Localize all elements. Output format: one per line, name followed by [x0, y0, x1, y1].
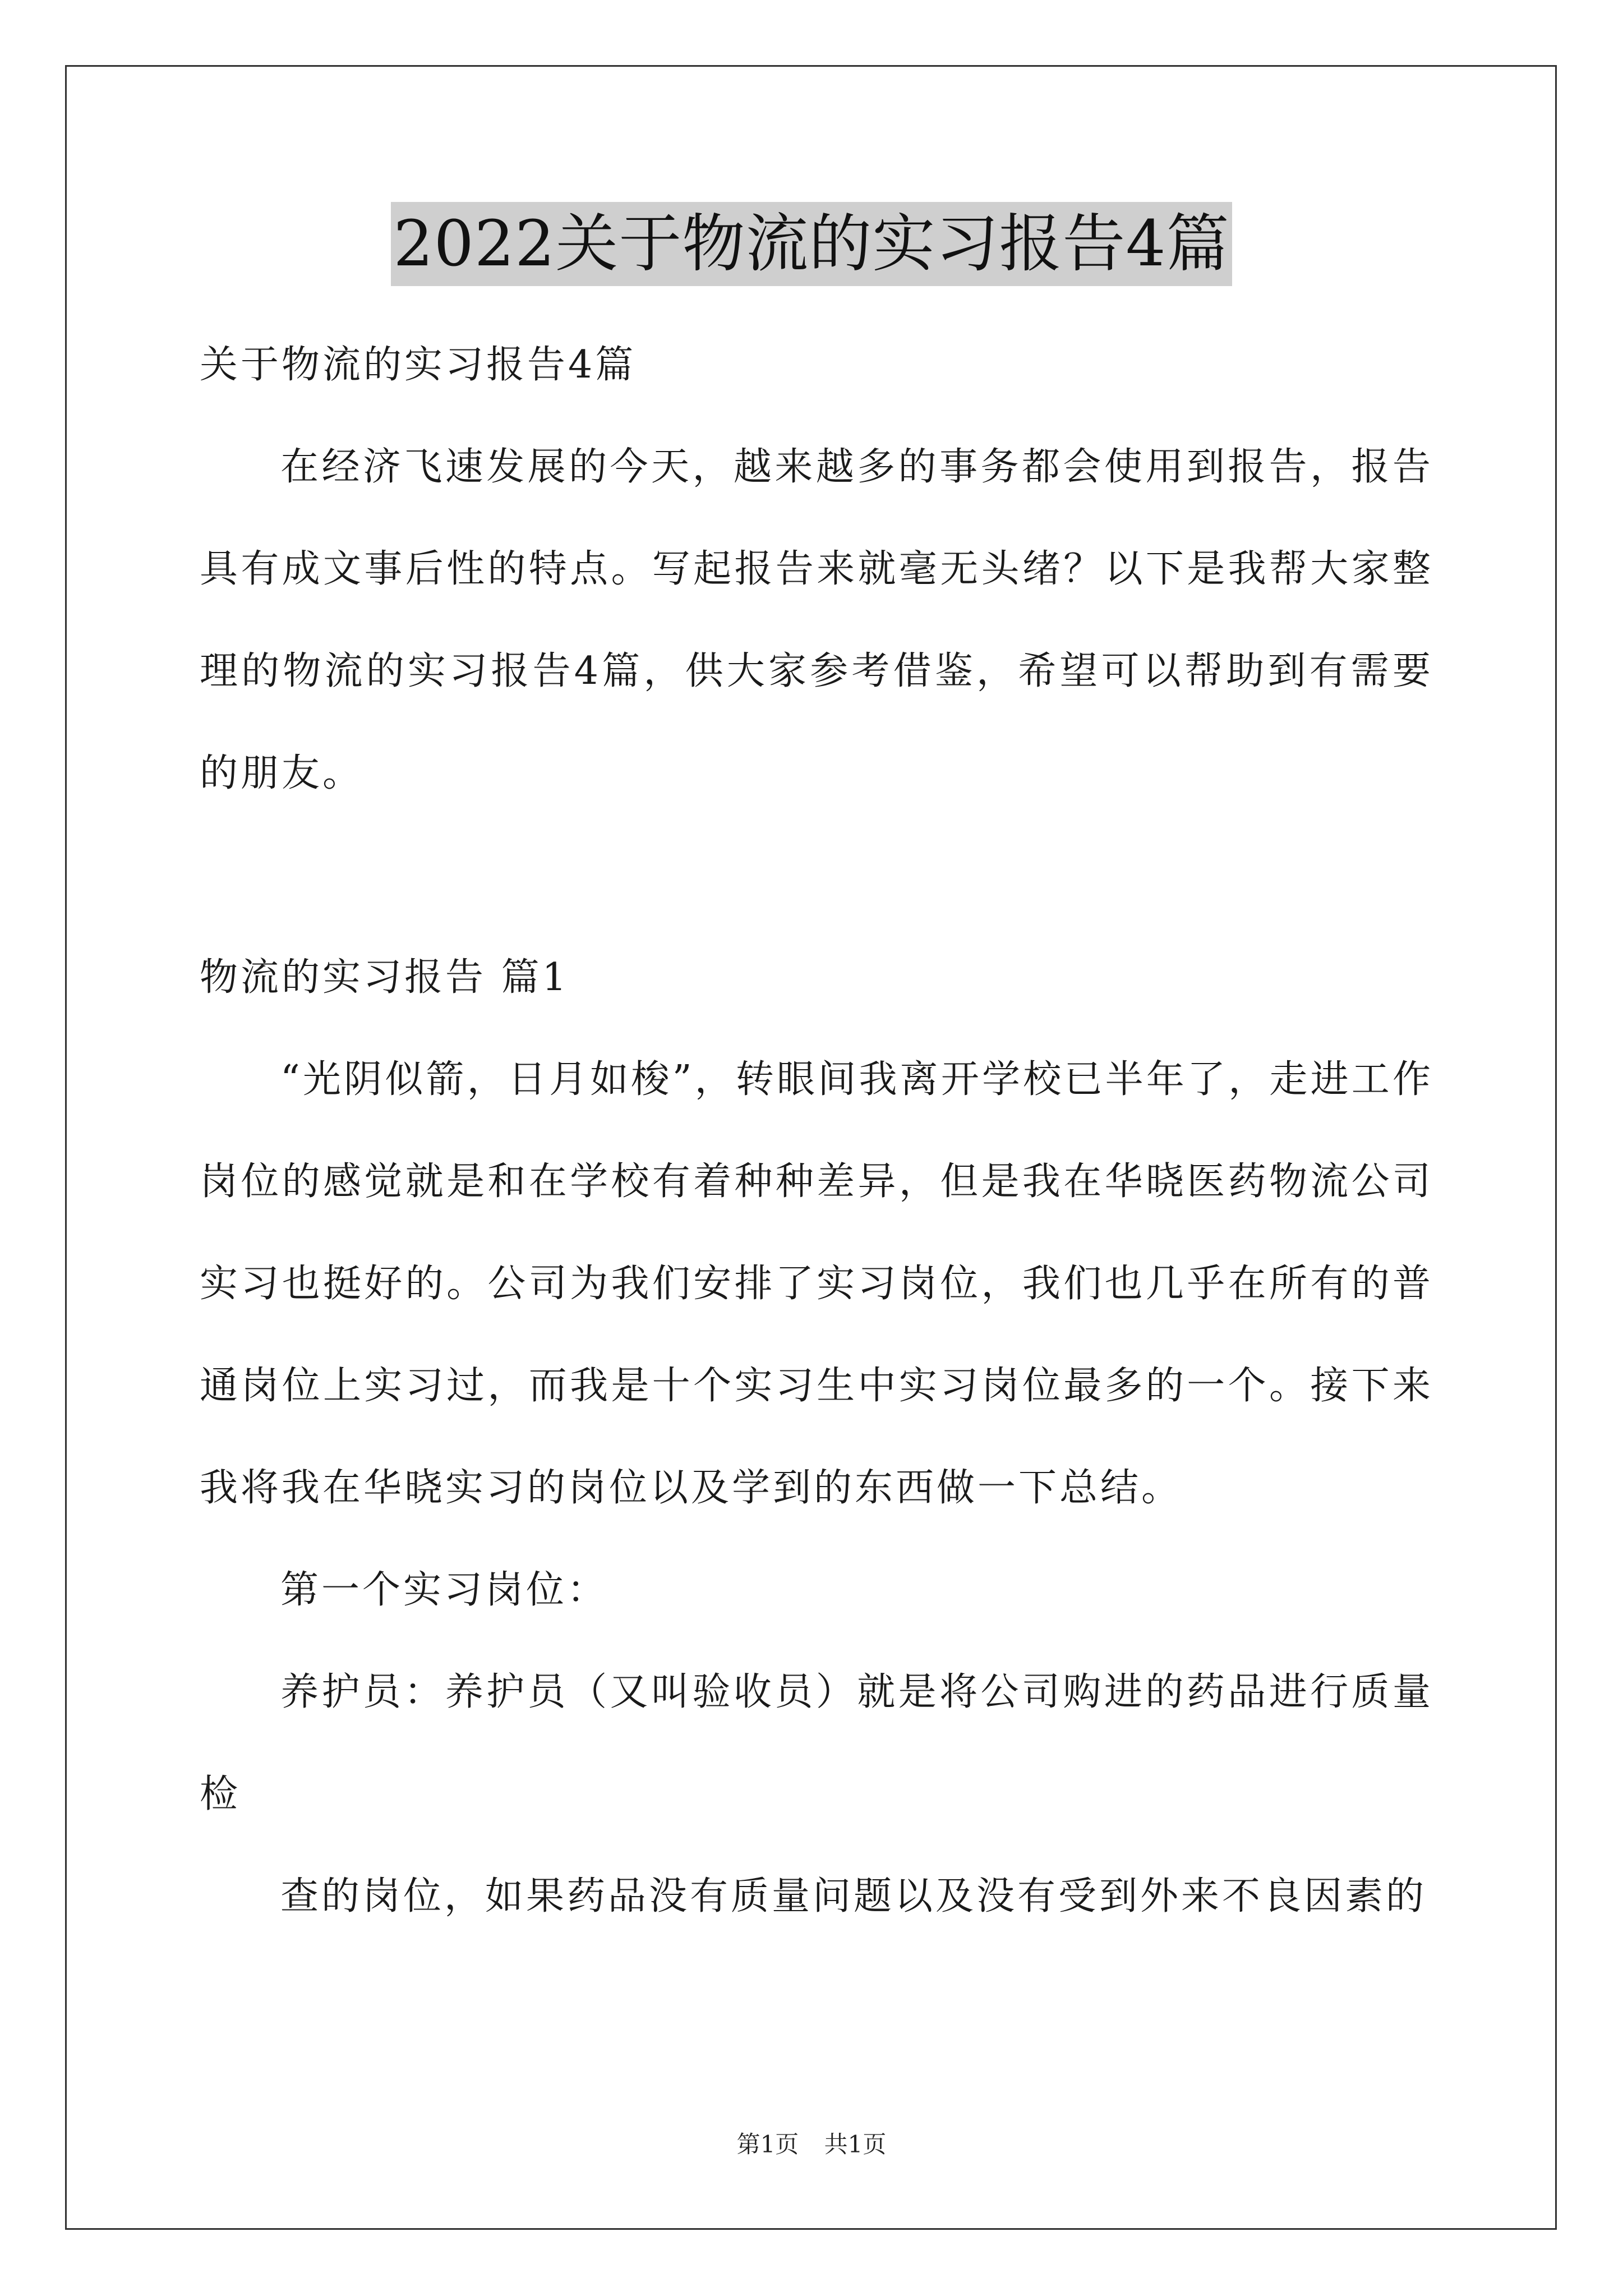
body-paragraph: 第一个实习岗位： [280, 1568, 608, 1612]
section-heading: 物流的实习报告 篇1 [200, 955, 569, 1000]
document-subtitle: 关于物流的实习报告4篇 [200, 343, 637, 387]
body-paragraph: 养护员：养护员（又叫验收员）就是将公司购进的药品进行质量检 [200, 1670, 1433, 1816]
page-total: 共1页 [824, 2131, 887, 2158]
body-paragraph: “光阴似箭，日月如梭”，转眼间我离开学校已半年了，走进工作岗位的感觉就是和在学校有着种种差异，但是我在华晓医药物流公司实习也挺好的。公司为我们安排了实习岗位，我们也几乎在所有的普通岗位上实习过，而我是十个实习生中实习岗位最多的一个。接下来我将我在华晓实习的岗位以及学到的东西做一下总结。 [200, 1057, 1433, 1510]
intro-paragraph: 在经济飞速发展的今天，越来越多的事务都会使用到报告，报告具有成文事后性的特点。写起报告来就毫无头绪？以下是我帮大家整理的物流的实习报告4篇，供大家参考借鉴，希望可以帮助到有需要的朋友。 [200, 445, 1433, 795]
title-container [0, 202, 1623, 286]
document-body [200, 314, 1433, 1948]
body-paragraph: 查的岗位，如果药品没有质量问题以及没有受到外来不良因素的 [280, 1874, 1427, 1918]
page-number: 第1页 [736, 2131, 799, 2158]
document-title: 2022关于物流的实习报告4篇 [391, 202, 1232, 286]
page-footer [0, 2126, 1623, 2160]
